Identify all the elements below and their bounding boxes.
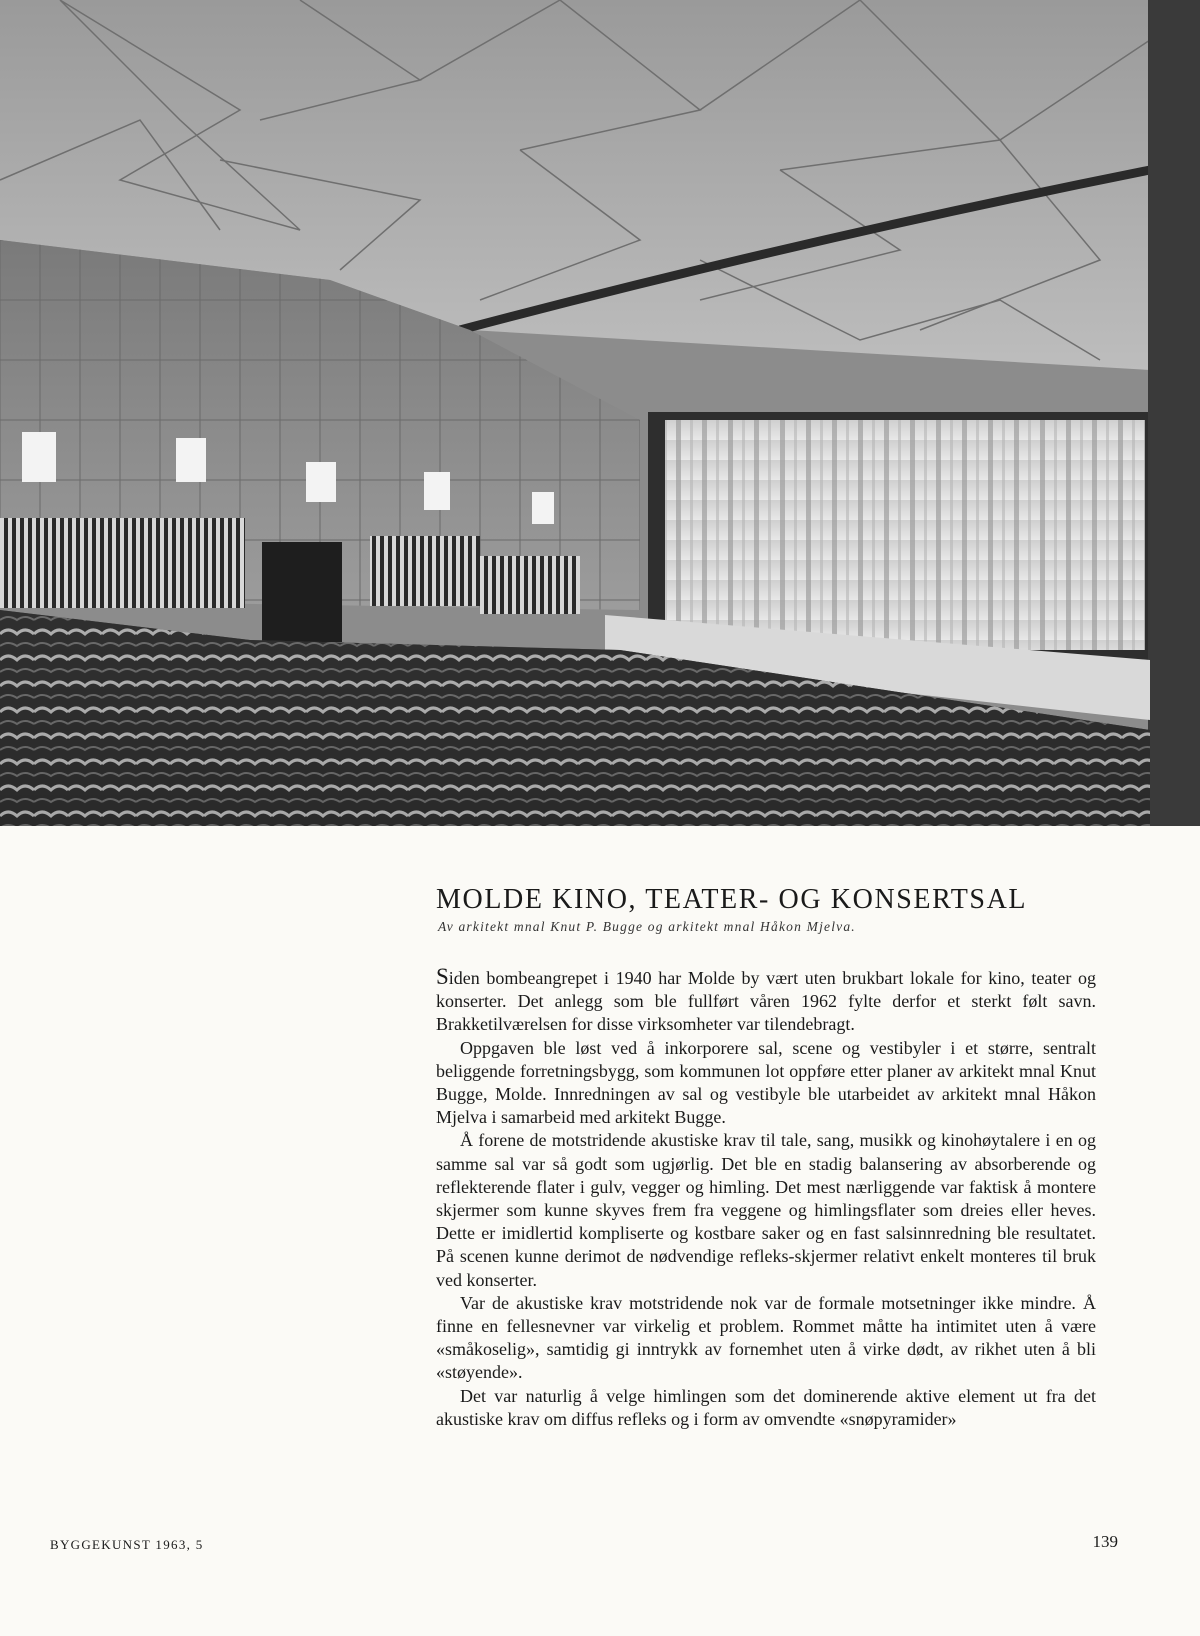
- paragraph-4: Var de akustiske krav motstridende nok var de formale motsetninger ikke mindre. Å finne en fellesnevner var virkelig et problem. Rommet måtte ha intimitet uten å være «småkoselig», samtidig gi inntrykk av fornemhet uten å virke dødt, av rikhet uten å bli «støyende».: [436, 1292, 1096, 1383]
- article-body: [436, 964, 1096, 1431]
- article: [436, 884, 1096, 1431]
- drop-cap: S: [436, 964, 449, 989]
- page-number: 139: [1092, 1532, 1118, 1551]
- article-title: MOLDE KINO, TEATER- OG KONSERTSAL: [436, 884, 1028, 915]
- paragraph-5: Det var naturlig å velge himlingen som det dominerende aktive element ut fra det akustiske krav om diffus refleks og i form av omvendte «snøpyramider»: [436, 1385, 1096, 1429]
- paragraph-2: Oppgaven ble løst ved å inkorporere sal, scene og vestibyler i et større, sentralt beliggende forretningsbygg, som kommunen lot oppføre etter planer av arkitekt mnal Knut Bugge, Molde. Innredningen av sal og vestibyle ble utarbeidet av arkitekt mnal Håkon Mjelva i samarbeid med arkitekt Bugge.: [436, 1037, 1096, 1128]
- journal-reference: BYGGEKUNST 1963, 5: [50, 1537, 204, 1552]
- article-byline: Av arkitekt mnal Knut P. Bugge og arkitekt mnal Håkon Mjelva.: [438, 919, 856, 934]
- paragraph-1: [436, 964, 1096, 1037]
- paragraph-3: Å forene de motstridende akustiske krav til tale, sang, musikk og kinohøytalere i en og samme sal var så godt som ugjørlig. Det ble en stadig balansering av absorberende og reflekterende flater i gulv, vegger og himling. Det mest nærliggende var faktisk å montere skjermer som kunne skyves frem fra veggene og himlingsflater som dreies eller heves. Dette er imidlertid kompliserte og kostbare saker og en fast salsinnredning ble resultatet. På scenen kunne derimot de nødvendige refleks-skjermer relativt enkelt monteres til bruk ved konserter.: [436, 1130, 1096, 1290]
- paragraph-1-text: iden bombeangrepet i 1940 har Molde by vært uten brukbart lokale for kino, teater og konserter. Det anlegg som ble fullført våren 1962 fylte derfor et sterkt følt savn. Brakketilværelsen for disse virksomheter var tilendebragt.: [436, 968, 1096, 1035]
